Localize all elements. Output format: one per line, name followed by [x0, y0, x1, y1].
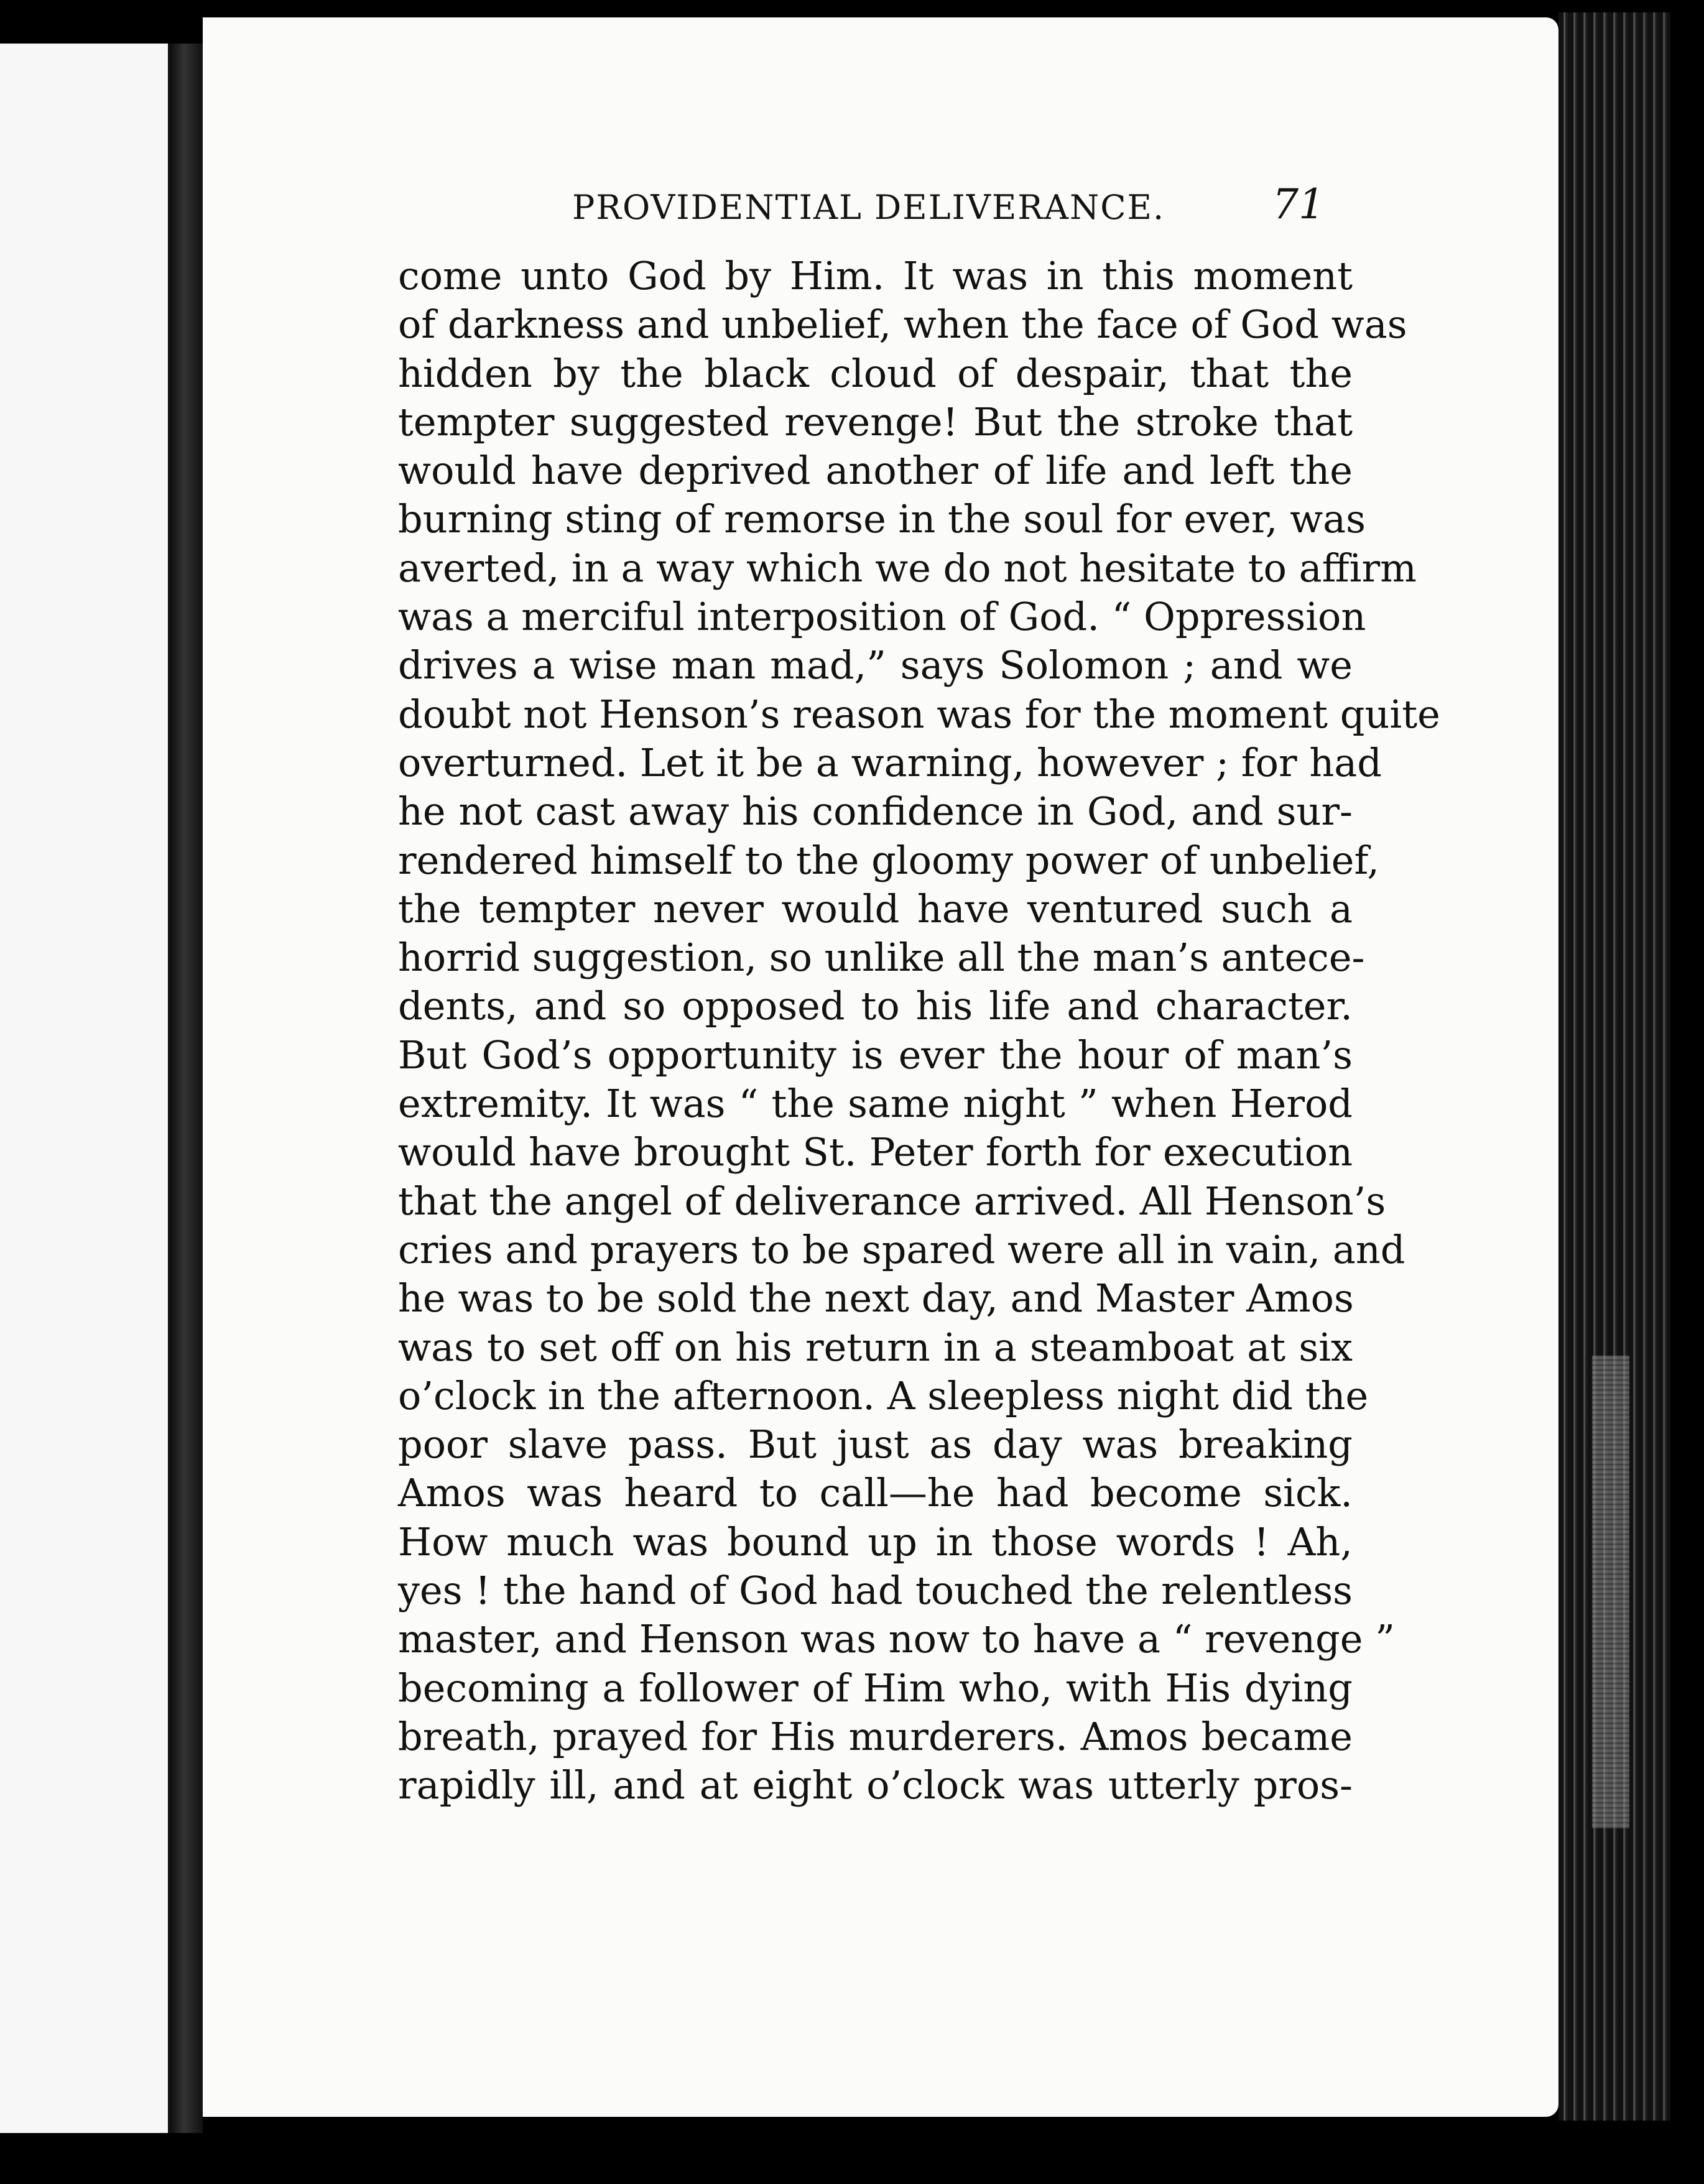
text-line: cries and prayers to be spared were all in vain, and	[398, 1226, 1405, 1272]
text-line: the tempter never would have ventured such a	[398, 886, 1353, 932]
text-line: dents, and so opposed to his life and character.	[398, 983, 1353, 1029]
text-line: would have deprived another of life and left the	[398, 448, 1353, 494]
text-line: yes ! the hand of God had touched the relentless	[398, 1568, 1353, 1614]
text-line: poor slave pass. But just as day was breaking	[398, 1422, 1353, 1468]
text-line: rapidly ill, and at eight o’clock was utterly pros-	[398, 1762, 1353, 1808]
text-line: doubt not Henson’s reason was for the moment quite	[398, 691, 1440, 737]
text-line: overturned. Let it be a warning, however ; for had	[398, 739, 1382, 785]
running-head-title: PROVIDENTIAL DELIVERANCE.	[572, 188, 1165, 227]
text-line: he not cast away his confidence in God, and sur-	[398, 789, 1353, 835]
page-number: 71	[1272, 180, 1325, 228]
text-line: drives a wise man mad,” says Solomon ; and we	[398, 642, 1353, 688]
text-line: he was to be sold the next day, and Master Amos	[398, 1275, 1354, 1321]
text-line: was a merciful interposition of God. “ Oppression	[398, 594, 1366, 640]
book-gutter	[172, 44, 203, 2133]
text-line: averted, in a way which we do not hesitate to affirm	[398, 545, 1417, 591]
fore-edge-highlight	[1592, 1356, 1629, 1828]
text-line: How much was bound up in those words ! Ah,	[398, 1519, 1353, 1565]
text-line: Amos was heard to call—he had become sick.	[398, 1470, 1353, 1516]
body-text	[398, 252, 1440, 1810]
text-line: extremity. It was “ the same night ” when Herod	[398, 1081, 1353, 1127]
text-line: becoming a follower of Him who, with His dying	[398, 1665, 1353, 1711]
text-line: hidden by the black cloud of despair, that the	[398, 350, 1353, 396]
text-line: come unto God by Him. It was in this moment	[398, 253, 1353, 298]
text-line: rendered himself to the gloomy power of unbelief,	[398, 837, 1379, 883]
text-line: breath, prayed for His murderers. Amos became	[398, 1713, 1353, 1759]
text-line: tempter suggested revenge! But the stroke that	[398, 399, 1353, 445]
facing-left-page	[0, 44, 172, 2133]
text-line: horrid suggestion, so unlike all the man’s antece-	[398, 935, 1365, 981]
text-line: that the angel of deliverance arrived. All Henson’s	[398, 1178, 1386, 1224]
text-line: o’clock in the afternoon. A sleepless night did the	[398, 1372, 1369, 1418]
running-head	[398, 180, 1356, 230]
text-line: master, and Henson was now to have a “ revenge ”	[398, 1616, 1395, 1662]
text-line: burning sting of remorse in the soul for ever, was	[398, 496, 1366, 542]
text-line: But God’s opportunity is ever the hour of man’s	[398, 1032, 1353, 1078]
text-line: of darkness and unbelief, when the face of God was	[398, 302, 1407, 348]
text-line: was to set off on his return in a steamboat at six	[398, 1324, 1353, 1370]
text-line: would have brought St. Peter forth for execution	[398, 1129, 1353, 1175]
